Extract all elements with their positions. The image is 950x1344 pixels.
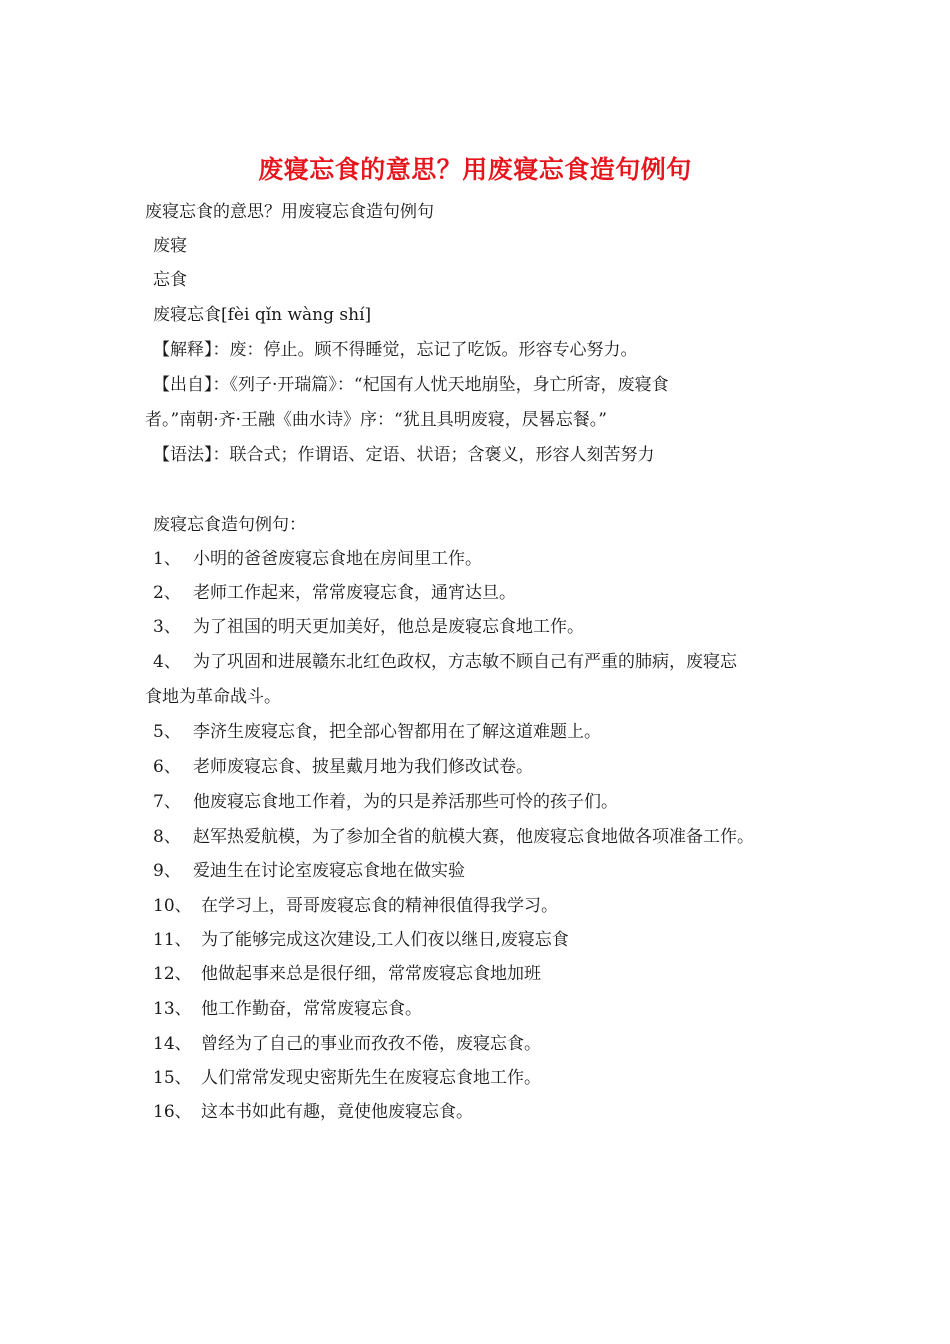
example-number: 3、 [153,617,181,637]
example-item [153,998,422,1020]
examples-heading: 废寝忘食造句例句： [153,515,306,535]
example-number: 10、 [153,896,192,916]
page-title: 废寝忘食的意思？用废寝忘食造句例句 [258,155,692,184]
example-number: 4、 [153,652,181,672]
example-text: 他工作勤奋，常常废寝忘食。 [201,999,422,1019]
example-continuation: 食地为革命战斗。 [145,687,281,707]
example-number: 2、 [153,583,181,603]
example-item [153,616,584,638]
example-number: 1、 [153,549,181,569]
example-text: 曾经为了自己的事业而孜孜不倦，废寝忘食。 [201,1034,541,1054]
example-number: 11、 [153,930,192,950]
example-number: 8、 [153,827,181,847]
example-item [153,929,569,951]
example-text: 赵军热爱航模，为了参加全省的航模大赛，他废寝忘食地做各项准备工作。 [193,827,754,847]
example-text: 他做起事来总是很仔细，常常废寝忘食地加班 [201,964,541,984]
example-item [153,963,541,985]
example-text: 这本书如此有趣，竟使他废寝忘食。 [201,1102,473,1122]
example-item [153,582,516,604]
example-text: 为了能够完成这次建设,工人们夜以继日,废寝忘食 [201,930,569,950]
example-item [153,791,618,813]
example-text: 为了巩固和进展赣东北红色政权，方志敏不顾自己有严重的肺病，废寝忘 [193,652,737,672]
example-text: 他废寝忘食地工作着，为的只是养活那些可怜的孩子们。 [193,792,618,812]
example-number: 9、 [153,861,181,881]
example-number: 7、 [153,792,181,812]
example-item [153,826,754,848]
word-part-2: 忘食 [153,270,187,290]
example-text: 小明的爸爸废寝忘食地在房间里工作。 [193,549,482,569]
example-text: 爱迪生在讨论室废寝忘食地在做实验 [193,861,465,881]
example-number: 5、 [153,722,181,742]
example-text: 为了祖国的明天更加美好，他总是废寝忘食地工作。 [193,617,584,637]
source-line-1: 【出自】：《列子·开瑞篇》：“杞国有人忧天地崩坠，身亡所寄，废寝食 [153,375,669,395]
example-text: 老师工作起来，常常废寝忘食，通宵达旦。 [193,583,516,603]
example-item [153,548,482,570]
example-item [153,1033,541,1055]
grammar-line: 【语法】：联合式；作谓语、定语、状语；含褒义，形容人刻苦努力 [153,445,655,465]
example-number: 15、 [153,1068,192,1088]
example-number: 14、 [153,1034,192,1054]
example-number: 6、 [153,757,181,777]
pinyin-line: 废寝忘食[fèi qǐn wàng shí] [153,305,372,325]
example-text: 在学习上，哥哥废寝忘食的精神很值得我学习。 [201,896,558,916]
example-number: 13、 [153,999,192,1019]
example-item [153,1067,541,1089]
example-item [153,721,601,743]
source-line-2: 者。”南朝·齐·王融《曲水诗》序：“犹且具明废寝，昃晷忘餐。” [145,410,607,430]
subtitle-line: 废寝忘食的意思？用废寝忘食造句例句 [145,202,434,222]
example-text: 人们常常发现史密斯先生在废寝忘食地工作。 [201,1068,541,1088]
word-part-1: 废寝 [153,236,187,256]
example-number: 16、 [153,1102,192,1122]
example-item [153,895,558,917]
example-item [153,860,465,882]
example-text: 老师废寝忘食、披星戴月地为我们修改试卷。 [193,757,533,777]
explanation-line: 【解释】：废：停止。顾不得睡觉，忘记了吃饭。形容专心努力。 [153,340,638,360]
example-number: 12、 [153,964,192,984]
example-item [153,756,533,778]
example-item [153,1101,473,1123]
example-text: 李济生废寝忘食，把全部心智都用在了解这道难题上。 [193,722,601,742]
example-item [153,651,737,673]
